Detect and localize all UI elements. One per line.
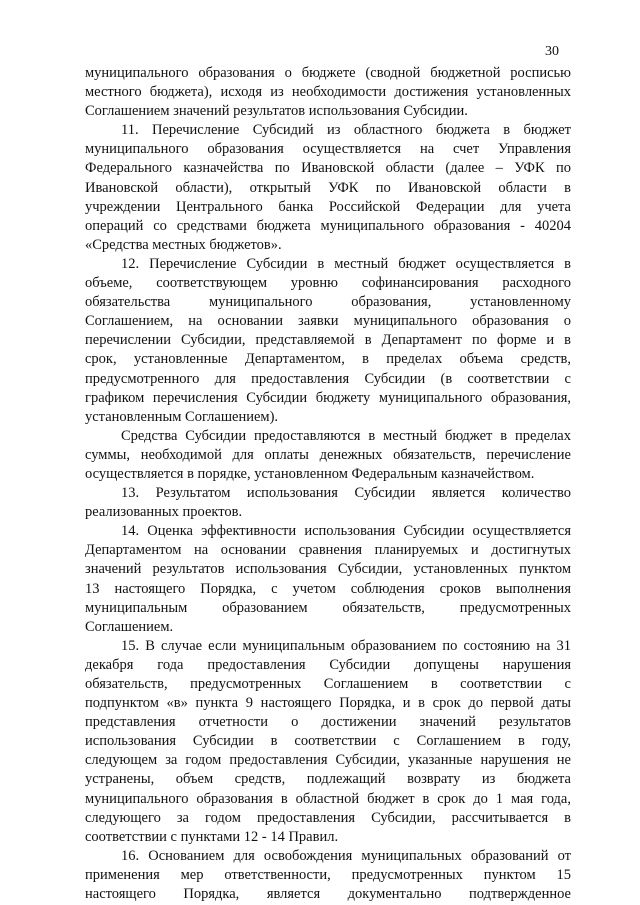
- text-line: Средства Субсидии предоставляются в местный бюджет в пределах: [121, 427, 571, 444]
- text-line: настоящего Порядка, является документально подтвержденное: [85, 886, 571, 903]
- text-line: Ивановской области), открытый УФК по Ивановской области в: [85, 179, 571, 196]
- text-line: устранены, объем средств, подлежащий возврату из бюджета: [85, 771, 571, 788]
- text-line: 13. Результатом использования Субсидии является количество: [121, 485, 571, 502]
- text-line: 14. Оценка эффективности использования Субсидии осуществляется: [121, 523, 571, 540]
- text-line: муниципальным образованием обязательств, предусмотренных: [85, 599, 571, 616]
- page-number: 30: [545, 44, 559, 59]
- text-line: применения мер ответственности, предусмотренных пунктом 15: [85, 866, 571, 883]
- text-line: обязательства муниципального образования, установленному: [85, 294, 571, 311]
- text-line: Департаментом на основании сравнения планируемых и достигнутых: [85, 542, 571, 559]
- text-line: местного бюджета), исходя из необходимости достижения установленных: [85, 84, 571, 101]
- document-body: [85, 64, 571, 904]
- text-line: следующего за годом предоставления Субсидии, рассчитывается в: [85, 809, 571, 826]
- text-line: «Средства местных бюджетов».: [85, 236, 282, 253]
- text-line: графиком перечисления Субсидии бюджету муниципального образования,: [85, 389, 571, 406]
- text-line: предусмотренного для предоставления Субсидии (в соответствии с: [85, 370, 571, 387]
- text-line: соответствии с пунктами 12 - 14 Правил.: [85, 828, 339, 845]
- text-line: муниципального образования осуществляется на счет Управления: [85, 141, 571, 158]
- paragraph-item-13: [85, 484, 571, 522]
- text-line: муниципального образования в областной бюджет в срок до 1 мая года,: [85, 790, 571, 807]
- text-line: использования Субсидии в соответствии с Соглашением в году,: [85, 733, 571, 750]
- text-line: срок, установленные Департаментом, в пределах объема средств,: [85, 351, 571, 368]
- text-line: 16. Основанием для освобождения муниципальных образований от: [121, 847, 571, 864]
- paragraph-item-12: [85, 255, 571, 427]
- text-line: следующем за годом предоставления Субсидии, указанные нарушения не: [85, 752, 571, 769]
- text-line: обязательств, предусмотренных Соглашением в соответствии с: [85, 676, 571, 692]
- text-line: суммы, необходимой для оплаты денежных обязательств, перечисление: [85, 446, 571, 463]
- text-line: 15. В случае если муниципальным образованием по состоянию на 31: [121, 637, 571, 654]
- text-line: Соглашением значений результатов использования Субсидии.: [85, 103, 468, 120]
- text-line: значений результатов использования Субсидии, установленных пунктом: [85, 561, 571, 578]
- text-line: 11. Перечисление Субсидий из областного бюджета в бюджет: [121, 122, 571, 139]
- paragraph-item-14: [85, 522, 571, 637]
- text-line: 13 настоящего Порядка, с учетом соблюдения сроков выполнения: [85, 580, 571, 597]
- text-line: операций со средствами бюджета муниципального образования - 40204: [85, 217, 571, 234]
- text-line: декабря года предоставления Субсидии допущены нарушения: [85, 656, 571, 673]
- text-line: Соглашением, на основании заявки муниципального образования о: [85, 313, 571, 330]
- paragraph-item-15: [85, 637, 571, 847]
- text-line: подпунктом «в» пункта 9 настоящего Порядка, и в срок до первой даты: [85, 695, 571, 712]
- text-line: осуществляется в порядке, установленном Федеральным казначейством.: [85, 465, 535, 482]
- text-line: установленным Соглашением).: [85, 408, 279, 425]
- paragraph-item-16: [85, 847, 571, 904]
- text-line: муниципального образования о бюджете (сводной бюджетной росписью: [85, 65, 571, 81]
- paragraph-intro-continuation: [85, 64, 571, 121]
- paragraph-item-11: [85, 121, 571, 255]
- text-line: учреждении Центрального банка Российской Федерации для учета: [85, 198, 571, 215]
- text-line: 12. Перечисление Субсидии в местный бюджет осуществляется в: [121, 255, 571, 272]
- text-line: представления отчетности о достижении значений результатов: [85, 714, 571, 731]
- text-line: Федерального казначейства по Ивановской области (далее – УФК по: [85, 160, 571, 177]
- text-line: реализованных проектов.: [85, 504, 243, 521]
- text-line: объеме, соответствующем уровню софинансирования расходного: [85, 275, 571, 292]
- text-line: перечислении Субсидии, представляемой в Департамент по форме и в: [85, 332, 571, 349]
- paragraph-item-12-funds: [85, 427, 571, 484]
- text-line: Соглашением.: [85, 618, 174, 635]
